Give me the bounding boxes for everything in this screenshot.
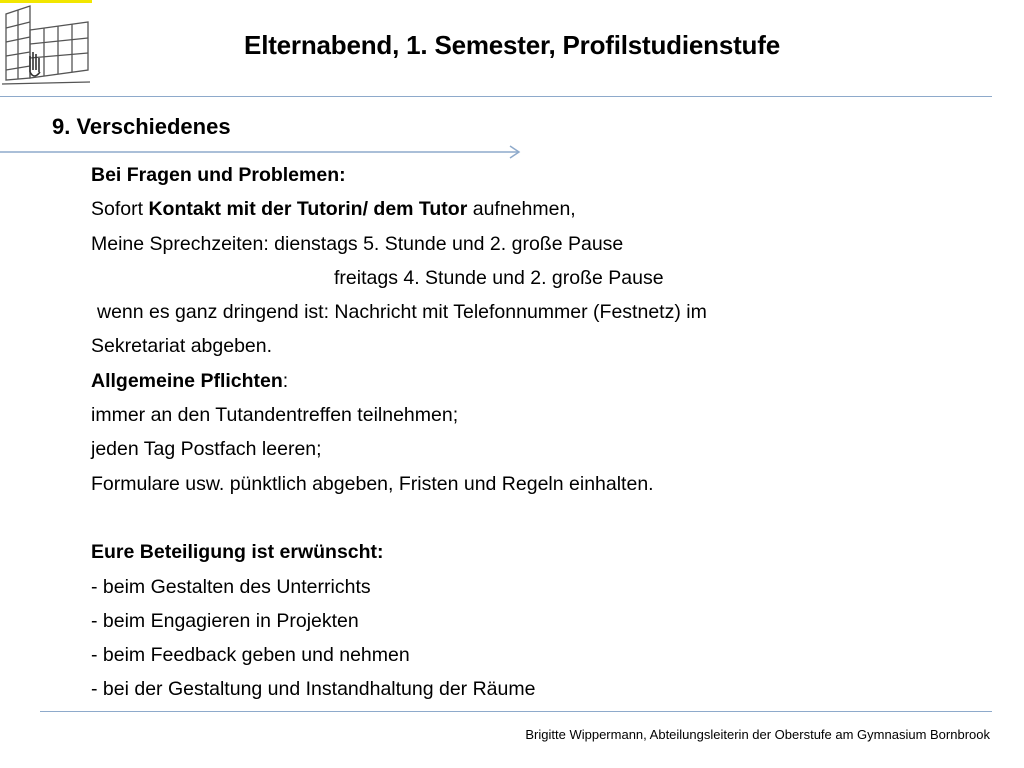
office-hours-line-1: Meine Sprechzeiten: dienstags 5. Stunde und 2. große Pause [91, 232, 624, 255]
duty-item: immer an den Tutandentreffen teilnehmen; [91, 404, 459, 427]
participation-item: - beim Feedback geben und nehmen [91, 644, 410, 667]
duty-item: Formulare usw. pünktlich abgeben, Fristen und Regeln einhalten. [91, 472, 654, 495]
footer-text: Brigitte Wippermann, Abteilungsleiterin der Oberstufe am Gymnasium Bornbrook [525, 727, 990, 742]
contact-line: Sofort Kontakt mit der Tutorin/ dem Tutor aufnehmen, [91, 198, 576, 221]
duties-heading: Allgemeine Pflichten: [91, 369, 289, 392]
blank-line [91, 501, 991, 535]
urgent-line-1: wenn es ganz dringend ist: Nachricht mit Telefonnummer (Festnetz) im [97, 301, 707, 324]
questions-heading: Bei Fragen und Problemen: [91, 164, 346, 186]
office-hours-line-2: freitags 4. Stunde und 2. große Pause [334, 266, 664, 289]
participation-item: - bei der Gestaltung und Instandhaltung der Räume [91, 678, 536, 701]
section-heading: 9. Verschiedenes [52, 114, 231, 139]
content-body [91, 158, 991, 707]
duty-item: jeden Tag Postfach leeren; [91, 438, 322, 461]
page-title: Elternabend, 1. Semester, Profilstudienstufe [244, 30, 780, 60]
participation-item: - beim Gestalten des Unterrichts [91, 575, 371, 598]
participation-heading: Eure Beteiligung ist erwünscht: [91, 541, 384, 564]
urgent-line-2: Sekretariat abgeben. [91, 335, 273, 358]
header-divider [0, 96, 992, 97]
footer-divider [40, 711, 992, 712]
participation-item: - beim Engagieren in Projekten [91, 609, 359, 632]
